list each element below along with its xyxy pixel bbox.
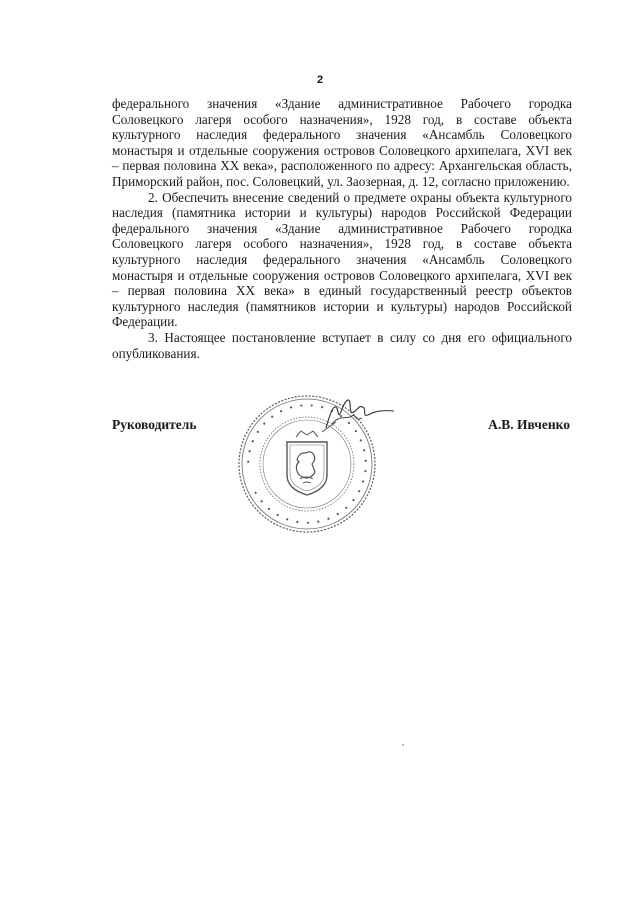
paragraph-item-2: 2. Обеспечить внесение сведений о предмете охраны объекта культурного наследия (памятника истории и культуры) народов Российской Федерации федерального значения «Здание административное Рабочего городка Соловецкого лагеря особого назначения», 1928 год, в составе объекта культурного наследия федерального значения «Ансамбль Соловецкого монастыря и отдельные сооружения островов Соловецкого архипелага, XVI век – первая половина XX века» в единый государственный реестр объектов культурного наследия (памятников истории и культуры) народов Российской Федерации. bbox=[112, 189, 572, 330]
page-number: 2 bbox=[316, 74, 324, 86]
handwritten-signature bbox=[318, 394, 396, 438]
signatory-position: Руководитель bbox=[112, 417, 197, 432]
document-body bbox=[112, 96, 572, 361]
paragraph-continuation: федерального значения «Здание административное Рабочего городка Соловецкого лагеря особого назначения», 1928 год, в составе объекта культурного наследия федерального значения «Ансамбль Соловецкого монастыря и отдельные сооружения островов Соловецкого архипелага, XVI век – первая половина XX века», расположенного по адресу: Архангельская область, Приморский район, пос. Соловецкий, ул. Заозерная, д. 12, согласно приложению. bbox=[112, 96, 572, 189]
scan-speck bbox=[402, 744, 404, 746]
paragraph-item-3: 3. Настоящее постановление вступает в силу со дня его официального опубликования. bbox=[112, 329, 572, 361]
coat-of-arms-icon bbox=[287, 431, 327, 495]
signatory-name: А.В. Ивченко bbox=[488, 417, 570, 432]
svg-text:• • • • • • • • • • • • • • •: • • • • • • • • • • • • • • • • • • • • • • • • • • • • • • • • • bbox=[243, 400, 371, 528]
